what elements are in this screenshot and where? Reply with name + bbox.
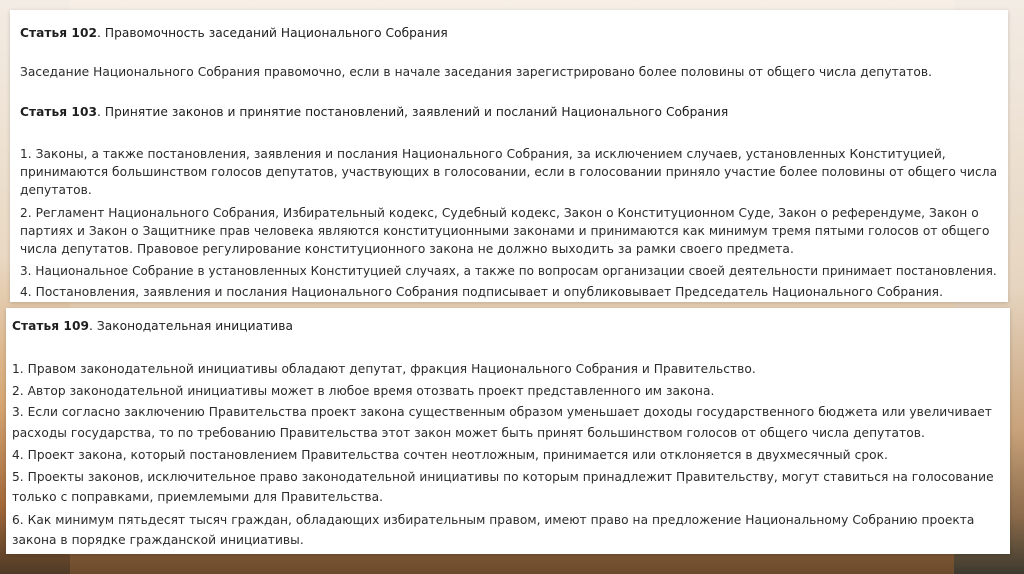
article-109-line: 1. Правом законодательной инициативы обладают депутат, фракция Национального Собрания и Правительство.: [12, 362, 756, 376]
article-109-line: 4. Проект закона, который постановлением Правительства сочтен неотложным, принимается или отклоняется в двухмесячный срок.: [12, 448, 888, 462]
article-103-line: 1. Законы, а также постановления, заявления и послания Национального Собрания, за исключением случаев, установленных Конституцией,: [20, 147, 946, 161]
article-102-label: Статья 102: [20, 26, 98, 40]
article-109-line: 2. Автор законодательной инициативы может в любое время отозвать проект представленного им закона.: [12, 384, 715, 398]
article-103-title: . Принятие законов и принятие постановлений, заявлений и посланий Национального Собрания: [97, 105, 729, 119]
article-102-heading: [20, 25, 448, 41]
article-109-title: . Законодательная инициатива: [89, 319, 293, 333]
article-103-line: депутатов.: [20, 183, 92, 197]
article-109-label: Статья 109: [12, 319, 90, 333]
article-109-line: расходы государства, то по требованию Правительства этот закон может быть принят большинством голосов от общего числа депутатов.: [12, 426, 925, 440]
article-103-line: 3. Национальное Собрание в установленных Конституцией случаях, а также по вопросам организации своей деятельности принимает постановления.: [20, 264, 997, 278]
article-102-body: Заседание Национального Собрания правомочно, если в начале заседания зарегистрировано более половины от общего числа депутатов.: [20, 65, 933, 79]
article-109-line: только с поправками, приемлемыми для Правительства.: [12, 490, 384, 504]
article-109-line: 5. Проекты законов, исключительное право законодательной инициативы по которым принадлежит Правительству, могут ставиться на голосование: [12, 470, 994, 484]
article-103-line: 2. Регламент Национального Собрания, Избирательный кодекс, Судебный кодекс, Закон о Конституционном Суде, Закон о референдуме, Закон о: [20, 206, 979, 220]
article-109-panel: [6, 308, 1010, 554]
article-109-line: 6. Как минимум пятьдесят тысяч граждан, обладающих избирательным правом, имеют право на предложение Национальному Собранию проекта: [12, 513, 975, 527]
article-102-title: . Правомочность заседаний Национального Собрания: [97, 26, 448, 40]
article-103-label: Статья 103: [20, 105, 98, 119]
article-103-line: принимаются большинством голосов депутатов, участвующих в голосовании, если в голосовании приняло участие более половины от общего числа: [20, 165, 998, 179]
article-103-line: партиях и Закон о Защитнике прав человека являются конституционными законами и принимаются как минимум тремя пятыми голосов от общего: [20, 224, 990, 238]
article-109-line: 3. Если согласно заключению Правительства проект закона существенным образом уменьшает доходы государственного бюджета или увеличивает: [12, 405, 992, 419]
articles-102-103-panel: [10, 10, 1008, 302]
article-103-heading: [20, 104, 728, 120]
article-103-line: числа депутатов. Правовое регулирование конституционного закона не должно выходить за рамки своего предмета.: [20, 242, 794, 256]
article-103-line: 4. Постановления, заявления и послания Национального Собрания подписывает и опубликовывает Председатель Национального Собрания.: [20, 285, 943, 299]
article-109-line: закона в порядке гражданской инициативы.: [12, 533, 304, 547]
article-109-heading: [12, 318, 293, 334]
